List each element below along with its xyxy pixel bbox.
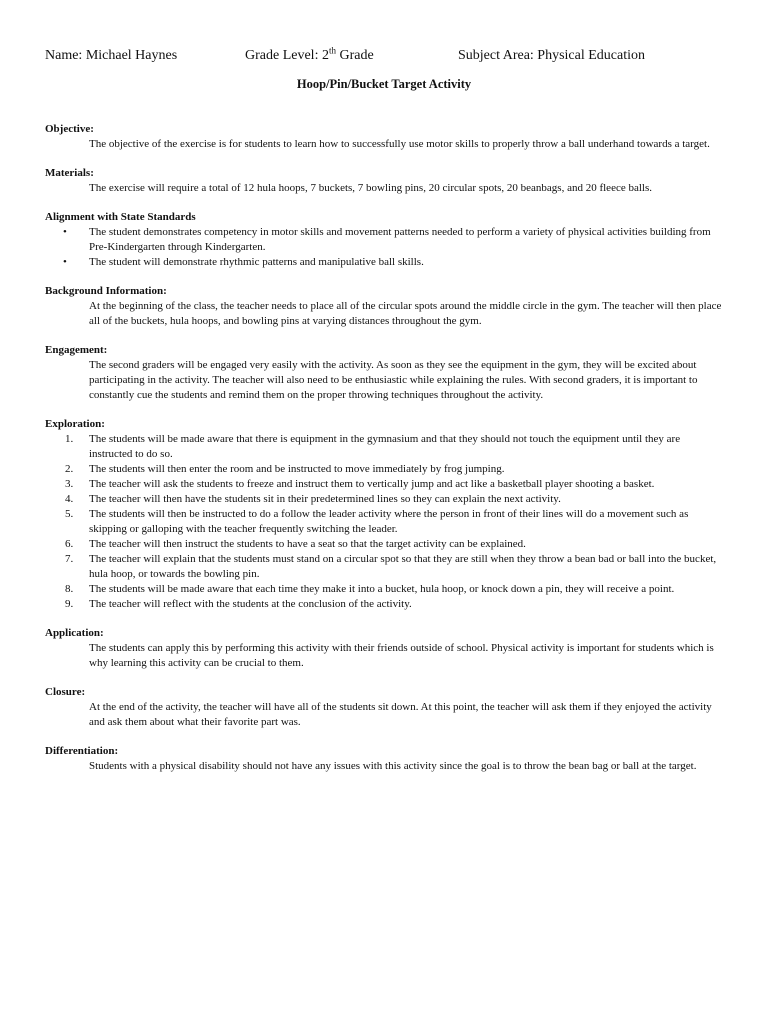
application-text: The students can apply this by performing this activity with their friends outside of school. Physical activity is important for students which is why learning this activity can be crucial to them. bbox=[89, 642, 714, 669]
objective-text: The objective of the exercise is for students to learn how to successfully use motor skills to properly throw a ball underhand towards a target. bbox=[89, 138, 710, 150]
closure-section bbox=[45, 685, 725, 730]
subject-area: Subject Area: Physical Education bbox=[458, 48, 646, 63]
list-item bbox=[45, 582, 725, 597]
list-item bbox=[45, 552, 725, 582]
grade-level-suffix: th bbox=[328, 45, 336, 56]
step-number: 9. bbox=[65, 598, 74, 610]
materials-section bbox=[45, 166, 725, 196]
bullet-marker: • bbox=[63, 226, 67, 238]
differentiation-section bbox=[45, 744, 725, 774]
teacher-name: Name: Michael Haynes bbox=[45, 48, 178, 63]
exploration-section bbox=[45, 417, 725, 612]
materials-text: The exercise will require a total of 12 hula hoops, 7 buckets, 7 bowling pins, 20 circular spots, 20 beanbags, and 20 fleece balls. bbox=[89, 182, 652, 194]
standards-heading: Alignment with State Standards bbox=[45, 211, 196, 223]
list-item bbox=[45, 225, 725, 255]
list-item bbox=[45, 432, 725, 462]
background-section bbox=[45, 284, 725, 329]
step-number: 8. bbox=[65, 583, 74, 595]
step-text: The teacher will ask the students to freeze and instruct them to vertically jump and act like a basketball player shooting a basket. bbox=[89, 478, 655, 490]
standards-section bbox=[45, 210, 725, 270]
step-text: The teacher will then instruct the students to have a seat so that the target activity can be explained. bbox=[89, 538, 526, 550]
differentiation-text: Students with a physical disability should not have any issues with this activity since the goal is to throw the bean bag or ball at the target. bbox=[89, 760, 697, 772]
step-number: 4. bbox=[65, 493, 74, 505]
list-item bbox=[45, 477, 725, 492]
engagement-text: The second graders will be engaged very easily with the activity. As soon as they see the equipment in the gym, they will be excited about participating in the activity. The teacher will also need to be enthusiastic while explaining the rules. With second graders, it is important to constantly cue the students and remind them on the proper throwing techniques throughout the activity. bbox=[89, 359, 698, 401]
step-number: 1. bbox=[65, 433, 74, 445]
standards-list bbox=[45, 225, 725, 270]
grade-level-word: Grade bbox=[335, 48, 374, 63]
closure-text: At the end of the activity, the teacher will have all of the students sit down. At this point, the teacher will ask them if they enjoyed the activity and ask them about what their favorite part was. bbox=[89, 701, 712, 728]
exploration-heading: Exploration: bbox=[45, 418, 105, 430]
background-heading: Background Information: bbox=[45, 285, 167, 297]
application-heading: Application: bbox=[45, 627, 104, 639]
list-item-text: The student demonstrates competency in motor skills and movement patterns needed to perform a variety of physical activities building from Pre-Kindergarten through Kindergarten. bbox=[89, 226, 711, 253]
step-number: 6. bbox=[65, 538, 74, 550]
engagement-section bbox=[45, 343, 725, 403]
engagement-heading: Engagement: bbox=[45, 344, 108, 356]
bullet-marker: • bbox=[63, 256, 67, 268]
document-title: Hoop/Pin/Bucket Target Activity bbox=[296, 77, 472, 91]
objective-section bbox=[45, 122, 725, 152]
step-text: The students will be made aware that there is equipment in the gymnasium and that they should not touch the equipment until they are instructed to do so. bbox=[89, 433, 681, 460]
step-number: 7. bbox=[65, 553, 74, 565]
exploration-steps bbox=[45, 432, 725, 612]
step-number: 3. bbox=[65, 478, 74, 490]
step-text: The teacher will explain that the students must stand on a circular spot so that they are still when they throw a bean bad or ball into the bucket, hula hoop, or towards the bowling pin. bbox=[89, 553, 717, 580]
step-text: The teacher will reflect with the students at the conclusion of the activity. bbox=[89, 598, 412, 610]
list-item bbox=[45, 255, 725, 270]
document-body bbox=[45, 122, 725, 788]
closure-heading: Closure: bbox=[45, 686, 86, 698]
differentiation-heading: Differentiation: bbox=[45, 745, 119, 757]
step-text: The students will then enter the room and be instructed to move immediately by frog jumping. bbox=[89, 463, 505, 475]
list-item bbox=[45, 507, 725, 537]
step-number: 5. bbox=[65, 508, 74, 520]
background-text: At the beginning of the class, the teacher needs to place all of the circular spots around the middle circle in the gym. The teacher will then place all of the buckets, hula hoops, and bowling pins at varying distances throughout the gym. bbox=[89, 300, 722, 327]
grade-level bbox=[245, 47, 374, 65]
list-item bbox=[45, 492, 725, 507]
list-item bbox=[45, 597, 725, 612]
step-text: The teacher will then have the students sit in their predetermined lines so they can explain the next activity. bbox=[89, 493, 561, 505]
materials-heading: Materials: bbox=[45, 167, 94, 179]
list-item-text: The student will demonstrate rhythmic patterns and manipulative ball skills. bbox=[89, 256, 424, 268]
list-item bbox=[45, 537, 725, 552]
application-section bbox=[45, 626, 725, 671]
step-text: The students will be made aware that each time they make it into a bucket, hula hoop, or knock down a pin, they will receive a point. bbox=[89, 583, 675, 595]
grade-level-prefix: Grade Level: 2 bbox=[245, 48, 329, 63]
list-item bbox=[45, 462, 725, 477]
objective-heading: Objective: bbox=[45, 123, 94, 135]
step-text: The students will then be instructed to do a follow the leader activity where the person in front of their lines will do a movement such as skipping or galloping with the teacher frequently switching the leader. bbox=[89, 508, 689, 535]
step-number: 2. bbox=[65, 463, 74, 475]
